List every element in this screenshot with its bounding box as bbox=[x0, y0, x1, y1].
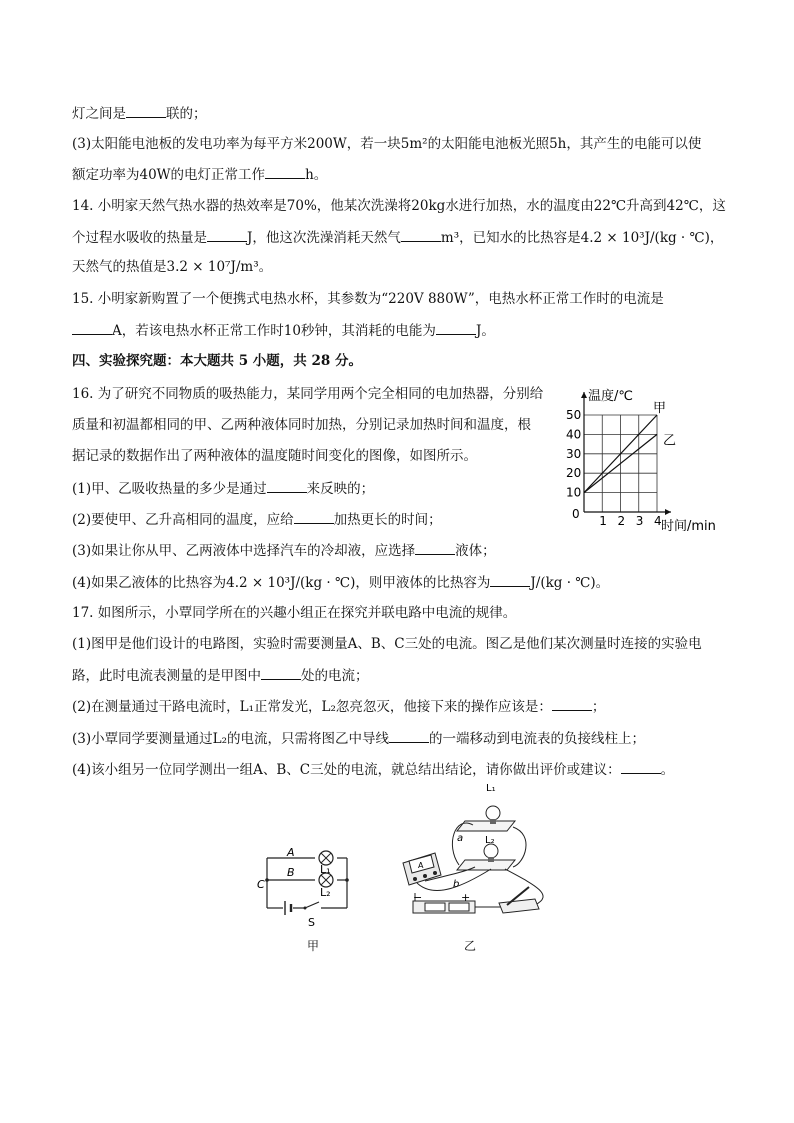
x-tick-label: 4 bbox=[654, 514, 662, 528]
q13-line-1 bbox=[72, 103, 207, 124]
label-l1: L₁ bbox=[486, 783, 496, 794]
ammeter-symbol-label: A bbox=[418, 861, 424, 870]
x-axis-arrow bbox=[665, 509, 671, 515]
q16-line-3 bbox=[72, 446, 477, 466]
q14-line-2 bbox=[72, 227, 723, 248]
answer-blank bbox=[72, 320, 112, 335]
series-label: 甲 bbox=[653, 401, 667, 416]
text: 14. 小明家天然气热水器的热效率是70%，他某次洗澡将20kg水进行加热，水的温度由22℃升高到42℃，这 bbox=[72, 198, 726, 214]
x-tick-label: 3 bbox=[635, 514, 644, 528]
switch-pivot bbox=[304, 907, 307, 910]
answer-blank bbox=[261, 665, 301, 680]
temperature-time-chart bbox=[552, 380, 732, 540]
label-plus: + bbox=[461, 891, 471, 904]
q14-line-3 bbox=[72, 257, 272, 277]
figure-caption-yi: 乙 bbox=[464, 939, 477, 953]
text: 加热更长的时间； bbox=[333, 512, 442, 528]
text: (3)小覃同学要测量通过L₂的电流，只需将图乙中导线 bbox=[72, 731, 389, 747]
q17-part1-line-1 bbox=[72, 634, 702, 654]
battery-symbol bbox=[285, 901, 291, 915]
y-tick-label: 10 bbox=[566, 485, 582, 500]
q16-line-1 bbox=[72, 384, 543, 404]
answer-blank bbox=[267, 478, 307, 493]
ammeter bbox=[403, 853, 441, 885]
x-tick-label: 2 bbox=[617, 514, 626, 528]
q13-part3-line-1 bbox=[72, 134, 701, 154]
text: J。 bbox=[475, 323, 495, 339]
label-b: B bbox=[287, 866, 295, 879]
text: 联的； bbox=[166, 106, 207, 122]
q15-line-1 bbox=[72, 289, 664, 309]
series-label: 乙 bbox=[663, 433, 677, 449]
text: 灯之间是 bbox=[72, 106, 126, 122]
x-tick-label: 1 bbox=[599, 514, 607, 528]
text: J/(kg · ℃)。 bbox=[530, 575, 610, 591]
answer-blank bbox=[415, 540, 455, 555]
y-axis-label: 温度/℃ bbox=[588, 389, 633, 404]
text: 据记录的数据作出了两种液体的温度随时间变化的图像，如图所示。 bbox=[72, 448, 477, 464]
junction-dot bbox=[345, 878, 349, 882]
label-l1: L₁ bbox=[320, 863, 331, 876]
text: J，他这次洗澡消耗天然气 bbox=[247, 230, 401, 246]
text: (3)如果让你从甲、乙两液体中选择汽车的冷却液，应选择 bbox=[72, 543, 416, 559]
q16-part2 bbox=[72, 509, 442, 530]
q16-part1 bbox=[72, 478, 374, 499]
lamp-l2-device bbox=[484, 844, 498, 862]
section-heading bbox=[72, 351, 362, 371]
text: (2)在测量通过干路电流时，L₁正常发光，L₂忽亮忽灭，他接下来的操作应该是： bbox=[72, 699, 552, 715]
text: m³，已知水的比热容是4.2 × 10³J/(kg · ℃)， bbox=[440, 230, 724, 246]
text: A，若该电热水杯正常工作时10秒钟，其消耗的电能为 bbox=[112, 323, 436, 339]
text: (1)甲、乙吸收热量的多少是通过 bbox=[72, 481, 267, 497]
y-tick-label: 40 bbox=[566, 427, 582, 442]
text: 来反映的； bbox=[306, 481, 375, 497]
answer-blank bbox=[294, 509, 334, 524]
x-tick-label: 0 bbox=[572, 507, 580, 521]
text: 的一端移动到电流表的负接线柱上； bbox=[429, 731, 645, 747]
label-wire-a: a bbox=[457, 833, 464, 844]
answer-blank bbox=[389, 728, 429, 743]
answer-blank bbox=[401, 227, 441, 242]
label-c: C bbox=[257, 878, 265, 891]
label-a: A bbox=[287, 846, 295, 859]
junction-dot bbox=[265, 878, 269, 882]
circuit-diagram-jia bbox=[245, 830, 375, 930]
text: 15. 小明家新购置了一个便携式电热水杯，其参数为“220V 880W”，电热水杯正常工作时的电流是 bbox=[72, 291, 664, 307]
answer-blank bbox=[552, 696, 592, 711]
text: (3)太阳能电池板的发电功率为每平方米200W，若一块5m²的太阳能电池板光照5h，其产生的电能可以使 bbox=[72, 136, 702, 152]
label-s: S bbox=[308, 916, 315, 929]
q14-line-1 bbox=[72, 196, 726, 216]
text: (1)图甲是他们设计的电路图，实验时需要测量A、B、C三处的电流。图乙是他们某次测量时连接的实验电 bbox=[72, 636, 702, 652]
text: 路，此时电流表测量的是甲图中 bbox=[72, 668, 261, 684]
q17-part4 bbox=[72, 759, 674, 780]
q13-part3-line-2 bbox=[72, 164, 327, 185]
answer-blank bbox=[436, 320, 476, 335]
y-tick-label: 30 bbox=[566, 446, 582, 461]
text: 个过程水吸收的热量是 bbox=[72, 230, 207, 246]
text: 处的电流； bbox=[301, 668, 369, 684]
text: h。 bbox=[305, 167, 328, 183]
answer-blank bbox=[207, 227, 247, 242]
text: (4)该小组另一位同学测出一组A、B、C三处的电流，就总结出结论，请你做出评价或建议： bbox=[72, 762, 621, 778]
text: 天然气的热值是3.2 × 10⁷J/m³。 bbox=[72, 259, 273, 275]
text: (4)如果乙液体的比热容为4.2 × 10³J/(kg · ℃)，则甲液体的比热容为 bbox=[72, 575, 491, 591]
q17-part3 bbox=[72, 728, 645, 749]
answer-blank bbox=[126, 103, 166, 118]
label-wire-b: b bbox=[453, 879, 460, 890]
text: 。 bbox=[660, 762, 675, 778]
text: 17. 如图所示，小覃同学所在的兴趣小组正在探究并联电路中电流的规律。 bbox=[72, 605, 517, 621]
q17-part2 bbox=[72, 696, 605, 717]
switch-device bbox=[499, 887, 539, 913]
answer-blank bbox=[490, 572, 530, 587]
answer-blank bbox=[621, 759, 661, 774]
y-tick-label: 50 bbox=[566, 408, 582, 422]
circuit-diagram-yi bbox=[395, 775, 565, 935]
q17-part1-line-2 bbox=[72, 665, 369, 686]
text: 16. 为了研究不同物质的吸热能力，某同学用两个完全相同的电加热器，分别给 bbox=[72, 386, 544, 402]
y-axis-arrow bbox=[581, 392, 587, 398]
figure-caption-jia: 甲 bbox=[307, 939, 320, 953]
label-minus: − bbox=[413, 891, 423, 904]
text: 液体； bbox=[455, 543, 496, 559]
q16-line-2 bbox=[72, 415, 531, 435]
text: 质量和初温都相同的甲、乙两种液体同时加热，分别记录加热时间和温度，根 bbox=[72, 417, 531, 433]
label-l2: L₂ bbox=[485, 835, 495, 846]
text: 四、实验探究题：本大题共 5 小题，共 28 分。 bbox=[72, 353, 362, 369]
label-l2: L₂ bbox=[320, 886, 331, 899]
y-tick-label: 20 bbox=[566, 466, 582, 481]
text: (2)要使甲、乙升高相同的温度，应给 bbox=[72, 512, 294, 528]
text: ； bbox=[591, 699, 606, 715]
q15-line-2 bbox=[72, 320, 495, 341]
q16-part4 bbox=[72, 572, 609, 593]
answer-blank bbox=[265, 164, 305, 179]
q17-line-1 bbox=[72, 603, 516, 623]
q16-part3 bbox=[72, 540, 496, 561]
x-axis-label: 时间/min bbox=[661, 519, 716, 534]
text: 额定功率为40W的电灯正常工作 bbox=[72, 167, 266, 183]
